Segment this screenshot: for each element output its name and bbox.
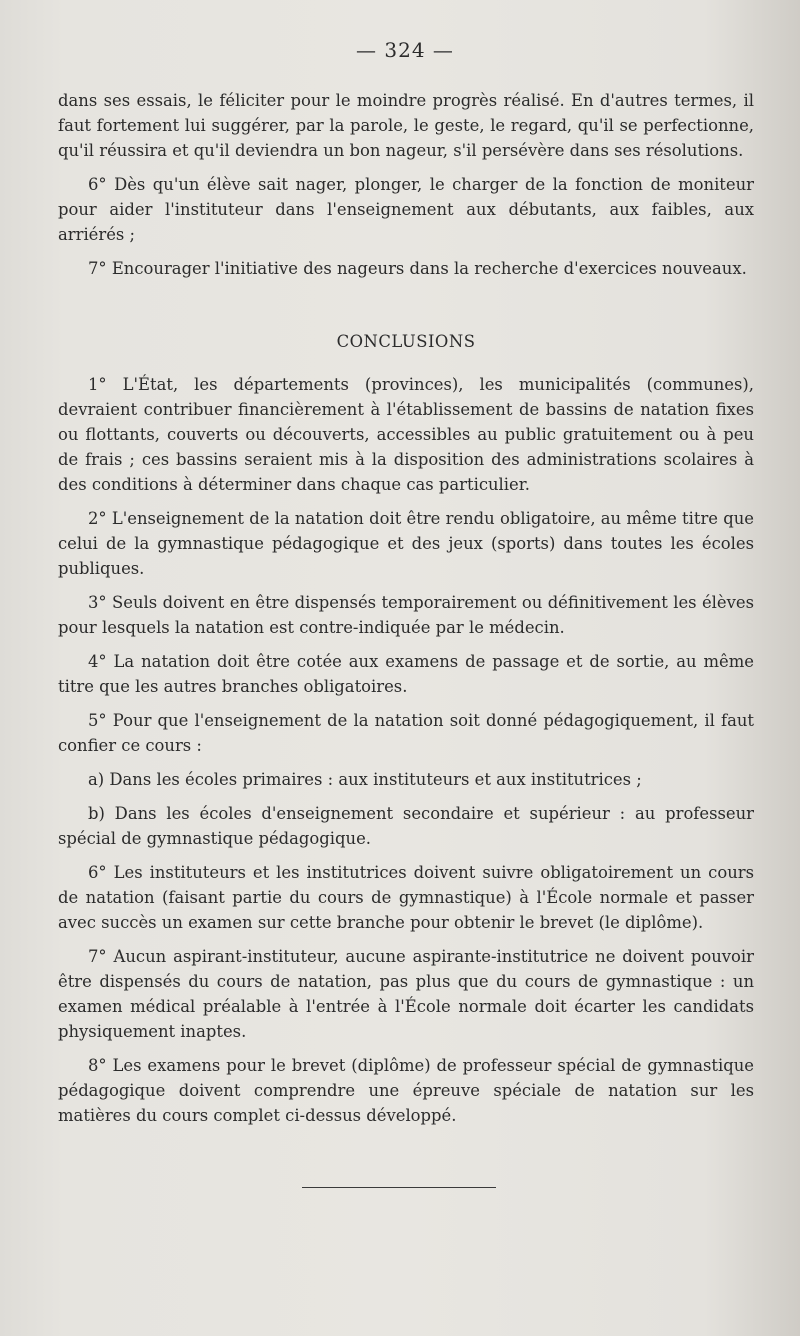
conclusion-3: 3° Seuls doivent en être dispensés temporairement ou définitivement les élèves pour lesquels la natation est contre-indiquée par le médecin. [58, 593, 754, 637]
conclusion-6: 6° Les instituteurs et les institutrices doivent suivre obligatoirement un cours de natation (faisant partie du cours de gymnastique) à l'École normale et passer avec succès un examen sur cette branche pour obtenir le brevet (le diplôme). [58, 863, 754, 932]
conclusion-4: 4° La natation doit être cotée aux examens de passage et de sortie, au même titre que les autres branches obligatoires. [58, 652, 754, 696]
conclusion-5: 5° Pour que l'enseignement de la natation soit donné pédagogiquement, il faut confier ce cours : [58, 711, 754, 755]
paragraph-continuation: dans ses essais, le féliciter pour le moindre progrès réalisé. En d'autres termes, il faut fortement lui suggérer, par la parole, le geste, le regard, qu'il se perfectionne, qu'il réussira et qu'il deviendra un bon nageur, s'il persévère dans ses résolutions. [58, 91, 754, 160]
conclusion-5b: b) Dans les écoles d'enseignement secondaire et supérieur : au professeur spécial de gymnastique pédagogique. [58, 804, 754, 848]
conclusion-7: 7° Aucun aspirant-instituteur, aucune aspirante-institutrice ne doivent pouvoir être dispensés du cours de natation, pas plus que du cours de gymnastique : un examen médical préalable à l'entrée à l'École normale doit écarter les candidats physiquement inaptes. [58, 947, 754, 1041]
conclusion-2: 2° L'enseignement de la natation doit être rendu obligatoire, au même titre que celui de la gymnastique pédagogique et des jeux (sports) dans toutes les écoles publiques. [58, 509, 754, 578]
paragraph-item-6: 6° Dès qu'un élève sait nager, plonger, le charger de la fonction de moniteur pour aider l'instituteur dans l'enseignement aux débutants, aux faibles, aux arriérés ; [58, 175, 754, 244]
conclusion-8: 8° Les examens pour le brevet (diplôme) de professeur spécial de gymnastique pédagogique doivent comprendre une épreuve spéciale de natation sur les matières du cours complet ci-dessus développé. [58, 1056, 754, 1125]
section-heading: CONCLUSIONS [336, 332, 476, 351]
closing-rule [302, 1187, 496, 1188]
conclusion-5a: a) Dans les écoles primaires : aux instituteurs et aux institutrices ; [88, 770, 642, 789]
page-body [58, 88, 754, 1128]
page-number: — 324 — [356, 38, 454, 62]
paragraph-item-7: 7° Encourager l'initiative des nageurs dans la recherche d'exercices nouveaux. [88, 259, 747, 278]
conclusion-1: 1° L'État, les départements (provinces), les municipalités (communes), devraient contribuer financièrement à l'établissement de bassins de natation fixes ou flottants, couverts ou découverts, accessibles au public gratuitement ou à peu de frais ; ces bassins seraient mis à la disposition des administrations scolaires à des conditions à déterminer dans chaque cas particulier. [58, 375, 754, 494]
